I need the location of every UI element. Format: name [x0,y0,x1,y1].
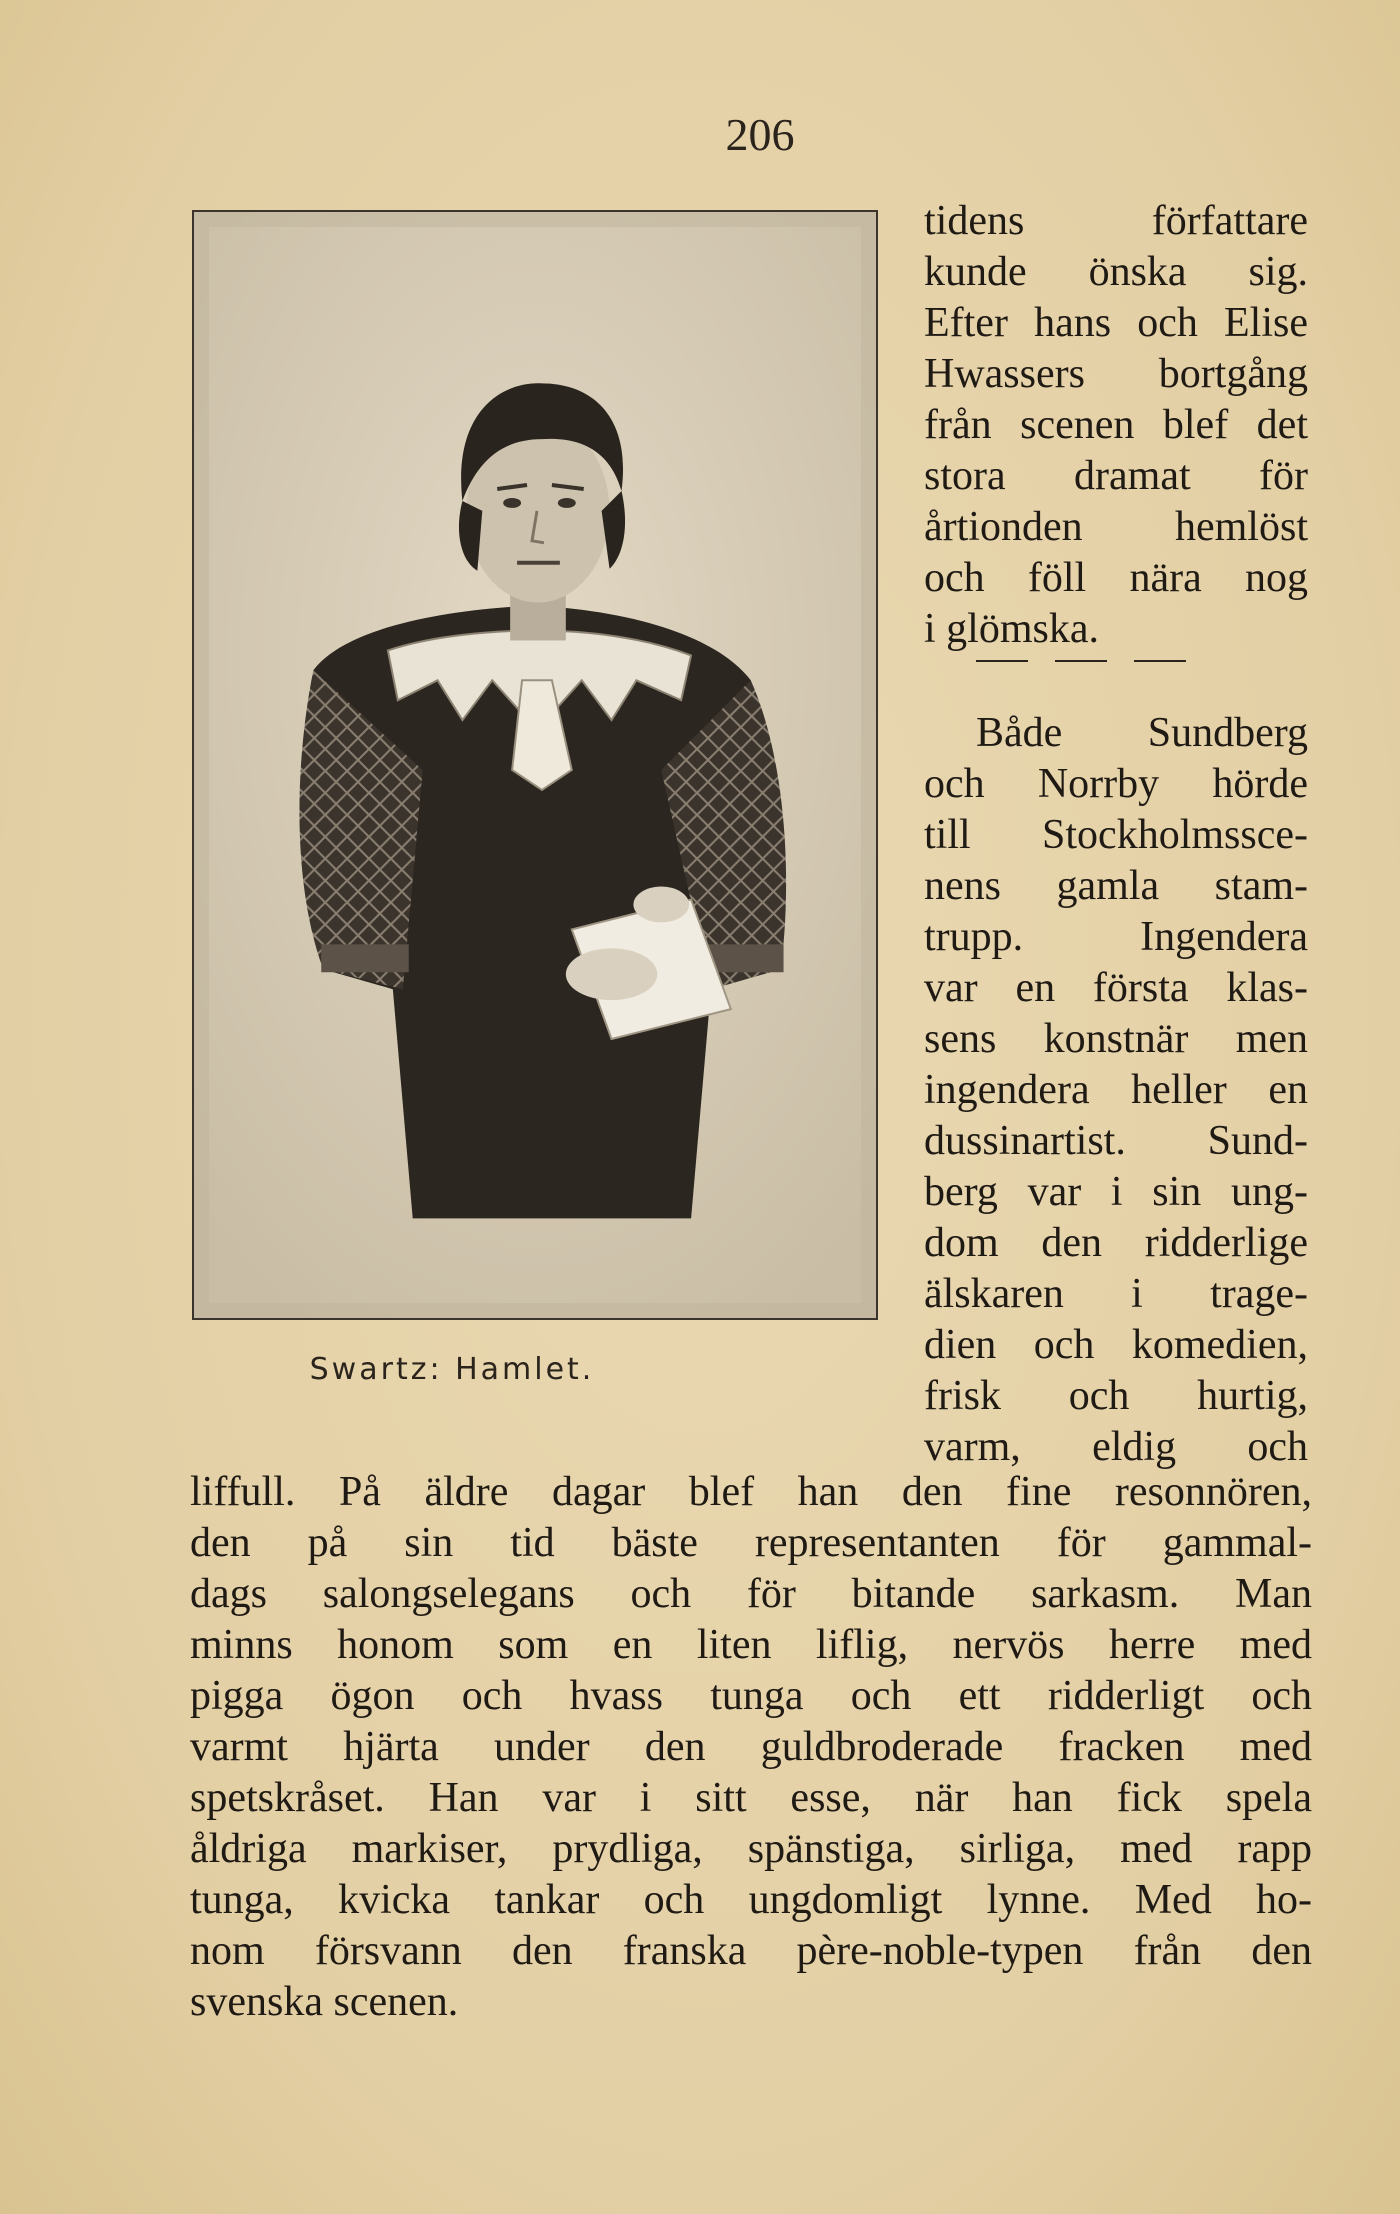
text-line: frisk och hurtig, [924,1373,1308,1419]
divider-dash [1134,660,1186,662]
text-line: liffull. På äldre dagar blef han den fine resonnören, [190,1469,1312,1515]
text-line: dom den ridderlige [924,1220,1308,1266]
text-line: älskaren i trage- [924,1271,1308,1317]
text-line: till Stockholmssce- [924,812,1308,858]
text-line: tidens författare [924,198,1308,244]
text-line: åldriga markiser, prydliga, spänstiga, sirliga, med rapp [190,1826,1312,1872]
text-line: spetskråset. Han var i sitt esse, när han fick spela [190,1775,1312,1821]
text-line: Efter hans och Elise [924,300,1308,346]
text-line: berg var i sin ung- [924,1169,1308,1215]
text-line: årtionden hemlöst [924,504,1308,550]
text-line: varm, eldig och [924,1424,1308,1470]
text-line: från scenen blef det [924,402,1308,448]
text-line: dussinartist. Sund- [924,1118,1308,1164]
text-line: sens konstnär men [924,1016,1308,1062]
text-line: i glömska. [924,606,1099,652]
text-line: dags salongselegans och för bitande sarkasm. Man [190,1571,1312,1617]
text-line: ingendera heller en [924,1067,1308,1113]
text-line: pigga ögon och hvass tunga och ett ridderligt och [190,1673,1312,1719]
text-line: trupp. Ingendera [924,914,1308,960]
text-line: och Norrby hörde [924,761,1308,807]
portrait-illustration [194,212,876,1318]
text-line: nens gamla stam- [924,863,1308,909]
portrait-photograph [192,210,878,1320]
text-line: stora dramat för [924,453,1308,499]
figure-caption: Swartz: Hamlet. [309,1352,595,1387]
page-number: 206 [725,109,795,160]
text-line: tunga, kvicka tankar och ungdomligt lynne. Med ho- [190,1877,1312,1923]
text-line: svenska scenen. [190,1979,459,2025]
section-divider [976,660,1186,662]
divider-dash [1055,660,1107,662]
text-line: dien och komedien, [924,1322,1308,1368]
text-line: Hwassers bortgång [924,351,1308,397]
text-line: var en första klas- [924,965,1308,1011]
full-width-paragraph [190,1467,1312,2028]
text-line: varmt hjärta under den guldbroderade fracken med [190,1724,1312,1770]
text-line: och föll nära nog [924,555,1308,601]
divider-dash [976,660,1028,662]
text-line: kunde önska sig. [924,249,1308,295]
text-line: nom försvann den franska père-noble-typen från den [190,1928,1312,1974]
text-line: den på sin tid bäste representanten för gammal- [190,1520,1312,1566]
text-line: Både Sundberg [976,710,1308,756]
text-line: minns honom som en liten liflig, nervös herre med [190,1622,1312,1668]
column-paragraph-1 [924,196,1308,655]
column-paragraph-2 [924,708,1308,1473]
